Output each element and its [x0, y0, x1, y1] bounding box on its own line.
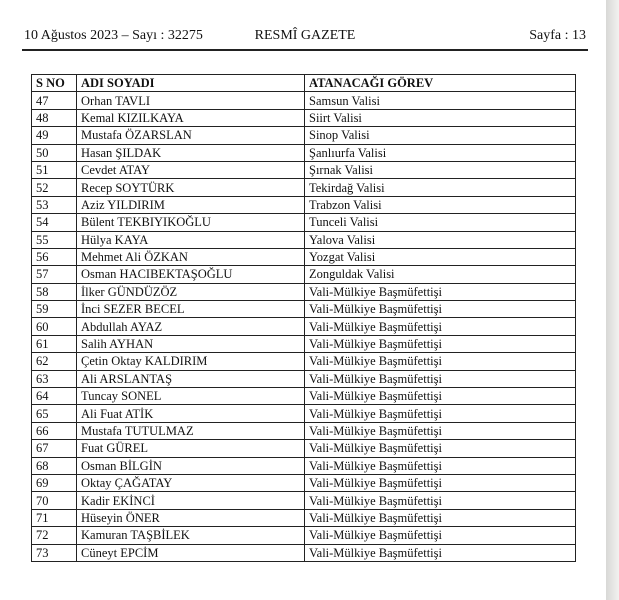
table-row: [32, 127, 576, 144]
cell-position: Yalova Valisi: [305, 231, 576, 248]
cell-name: Salih AYHAN: [77, 335, 305, 352]
column-header-sno: S NO: [32, 75, 77, 92]
cell-name: Tuncay SONEL: [77, 388, 305, 405]
cell-sno: 60: [32, 318, 77, 335]
cell-name: Ali ARSLANTAŞ: [77, 370, 305, 387]
gazette-title: RESMÎ GAZETE: [254, 28, 356, 43]
cell-position: Sinop Valisi: [305, 127, 576, 144]
cell-position: Vali-Mülkiye Başmüfettişi: [305, 301, 576, 318]
cell-sno: 72: [32, 527, 77, 544]
table-row: [32, 544, 576, 561]
issue-date-number: 10 Ağustos 2023 – Sayı : 32275: [24, 28, 203, 43]
cell-sno: 70: [32, 492, 77, 509]
cell-name: Osman BİLGİN: [77, 457, 305, 474]
cell-position: Vali-Mülkiye Başmüfettişi: [305, 527, 576, 544]
cell-sno: 52: [32, 179, 77, 196]
cell-name: Abdullah AYAZ: [77, 318, 305, 335]
table-header-row: [32, 75, 576, 92]
cell-sno: 57: [32, 266, 77, 283]
cell-sno: 56: [32, 248, 77, 265]
cell-position: Zonguldak Valisi: [305, 266, 576, 283]
cell-sno: 54: [32, 214, 77, 231]
cell-position: Vali-Mülkiye Başmüfettişi: [305, 457, 576, 474]
cell-name: Oktay ÇAĞATAY: [77, 474, 305, 491]
appointment-table: [31, 74, 576, 562]
cell-sno: 48: [32, 109, 77, 126]
cell-sno: 62: [32, 353, 77, 370]
cell-sno: 50: [32, 144, 77, 161]
cell-sno: 53: [32, 196, 77, 213]
cell-position: Vali-Mülkiye Başmüfettişi: [305, 544, 576, 561]
table-row: [32, 144, 576, 161]
cell-name: Osman HACIBEKTAŞOĞLU: [77, 266, 305, 283]
cell-name: Recep SOYTÜRK: [77, 179, 305, 196]
cell-sno: 55: [32, 231, 77, 248]
table-row: [32, 214, 576, 231]
cell-name: Fuat GÜREL: [77, 440, 305, 457]
table-row: [32, 161, 576, 178]
cell-name: Çetin Oktay KALDIRIM: [77, 353, 305, 370]
cell-sno: 65: [32, 405, 77, 422]
cell-sno: 63: [32, 370, 77, 387]
cell-name: Aziz YILDIRIM: [77, 196, 305, 213]
cell-sno: 66: [32, 422, 77, 439]
cell-name: Hasan ŞILDAK: [77, 144, 305, 161]
cell-sno: 69: [32, 474, 77, 491]
table-row: [32, 388, 576, 405]
table-row: [32, 353, 576, 370]
cell-position: Vali-Mülkiye Başmüfettişi: [305, 405, 576, 422]
cell-position: Şanlıurfa Valisi: [305, 144, 576, 161]
table-row: [32, 457, 576, 474]
cell-position: Vali-Mülkiye Başmüfettişi: [305, 422, 576, 439]
cell-position: Vali-Mülkiye Başmüfettişi: [305, 318, 576, 335]
table-row: [32, 318, 576, 335]
column-header-position: ATANACAĞI GÖREV: [305, 75, 576, 92]
table-row: [32, 196, 576, 213]
table-row: [32, 405, 576, 422]
cell-name: Kadir EKİNCİ: [77, 492, 305, 509]
cell-position: Trabzon Valisi: [305, 196, 576, 213]
cell-position: Yozgat Valisi: [305, 248, 576, 265]
table-row: [32, 179, 576, 196]
cell-sno: 61: [32, 335, 77, 352]
cell-position: Vali-Mülkiye Başmüfettişi: [305, 440, 576, 457]
cell-position: Tunceli Valisi: [305, 214, 576, 231]
cell-name: Kemal KIZILKAYA: [77, 109, 305, 126]
cell-sno: 51: [32, 161, 77, 178]
cell-position: Şırnak Valisi: [305, 161, 576, 178]
cell-sno: 58: [32, 283, 77, 300]
cell-position: Siirt Valisi: [305, 109, 576, 126]
table-row: [32, 92, 576, 109]
table-row: [32, 109, 576, 126]
cell-name: Mustafa ÖZARSLAN: [77, 127, 305, 144]
column-header-name: ADI SOYADI: [77, 75, 305, 92]
cell-name: Mehmet Ali ÖZKAN: [77, 248, 305, 265]
cell-position: Vali-Mülkiye Başmüfettişi: [305, 370, 576, 387]
table-row: [32, 335, 576, 352]
cell-sno: 73: [32, 544, 77, 561]
cell-sno: 49: [32, 127, 77, 144]
cell-position: Vali-Mülkiye Başmüfettişi: [305, 283, 576, 300]
table-row: [32, 509, 576, 526]
cell-name: Cevdet ATAY: [77, 161, 305, 178]
cell-name: Hülya KAYA: [77, 231, 305, 248]
cell-sno: 71: [32, 509, 77, 526]
table-row: [32, 283, 576, 300]
cell-sno: 68: [32, 457, 77, 474]
cell-position: Vali-Mülkiye Başmüfettişi: [305, 353, 576, 370]
cell-position: Vali-Mülkiye Başmüfettişi: [305, 388, 576, 405]
table-row: [32, 248, 576, 265]
table-row: [32, 301, 576, 318]
table-row: [32, 527, 576, 544]
table-row: [32, 266, 576, 283]
cell-name: Mustafa TUTULMAZ: [77, 422, 305, 439]
page-edge-shadow: [606, 0, 619, 600]
table-row: [32, 422, 576, 439]
cell-position: Vali-Mülkiye Başmüfettişi: [305, 509, 576, 526]
cell-name: İlker GÜNDÜZÖZ: [77, 283, 305, 300]
page-number: Sayfa : 13: [529, 28, 586, 43]
table-row: [32, 474, 576, 491]
cell-name: Ali Fuat ATİK: [77, 405, 305, 422]
cell-name: İnci SEZER BECEL: [77, 301, 305, 318]
page-header: [24, 28, 586, 50]
cell-sno: 67: [32, 440, 77, 457]
cell-sno: 47: [32, 92, 77, 109]
cell-position: Tekirdağ Valisi: [305, 179, 576, 196]
table-row: [32, 440, 576, 457]
cell-name: Bülent TEKBIYIKOĞLU: [77, 214, 305, 231]
cell-name: Cüneyt EPCİM: [77, 544, 305, 561]
table-row: [32, 370, 576, 387]
cell-name: Orhan TAVLI: [77, 92, 305, 109]
cell-name: Kamuran TAŞBİLEK: [77, 527, 305, 544]
table-row: [32, 231, 576, 248]
cell-position: Samsun Valisi: [305, 92, 576, 109]
header-rule: [22, 49, 588, 51]
cell-position: Vali-Mülkiye Başmüfettişi: [305, 335, 576, 352]
cell-name: Hüseyin ÖNER: [77, 509, 305, 526]
cell-position: Vali-Mülkiye Başmüfettişi: [305, 492, 576, 509]
cell-sno: 64: [32, 388, 77, 405]
cell-position: Vali-Mülkiye Başmüfettişi: [305, 474, 576, 491]
table-row: [32, 492, 576, 509]
cell-sno: 59: [32, 301, 77, 318]
